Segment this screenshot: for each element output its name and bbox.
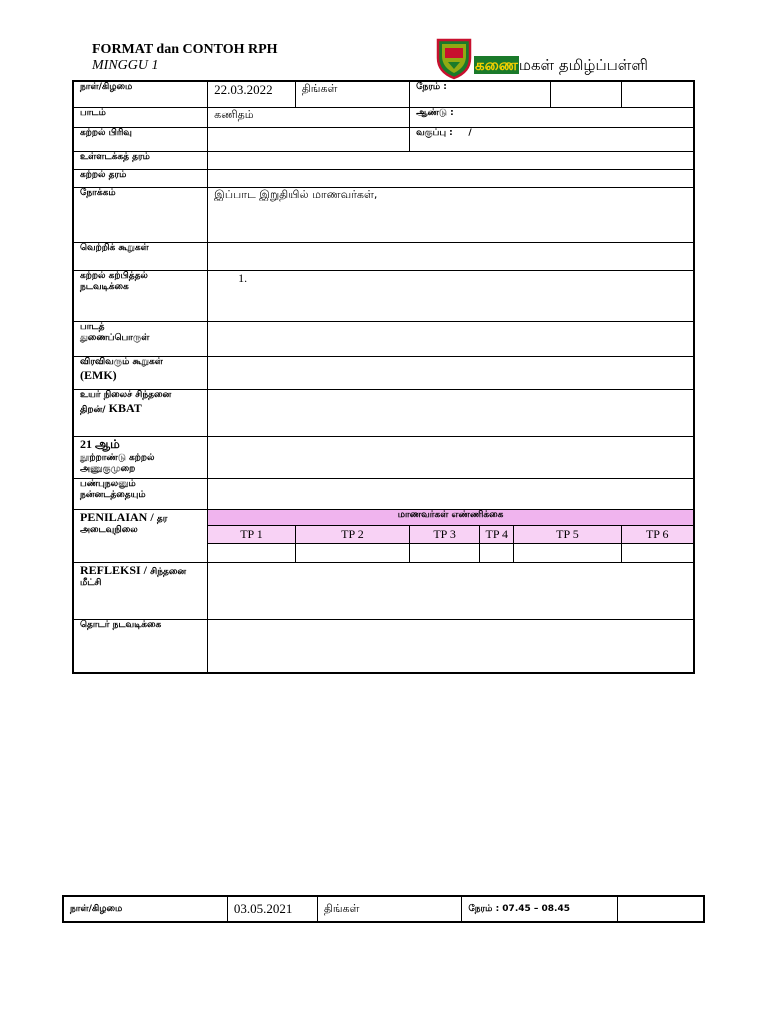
day-value: திங்கள் (295, 81, 409, 107)
activities-value: 1. (208, 270, 694, 321)
row-content-standard (73, 151, 694, 169)
21st-century-value (208, 436, 694, 478)
row-success-criteria (73, 242, 694, 270)
row-date (73, 81, 694, 107)
student-count-header: மாணவர்கள் எண்ணிக்கை (208, 509, 694, 525)
footer-date-table (62, 895, 705, 923)
school-name-highlight: கணை (475, 56, 518, 74)
label-21c-line1: 21 ஆம் (80, 436, 120, 451)
row-follow-up (73, 619, 694, 673)
kbat-value (208, 389, 694, 436)
success-criteria-value (208, 242, 694, 270)
week-label: MINGGU 1 (92, 58, 159, 73)
row-kbat (73, 389, 694, 436)
label-year: ஆண்டு : (410, 107, 694, 127)
label-assessment-en: PENILAIAN / (80, 509, 154, 524)
reflection-value (208, 562, 694, 619)
row-objective (73, 187, 694, 242)
label-21c-line3: அணுகுமுறை (80, 463, 136, 474)
document-title: FORMAT dan CONTOH RPH (92, 42, 278, 57)
lesson-plan-table (72, 80, 695, 674)
row-assessment-header (73, 509, 694, 525)
row-emk (73, 356, 694, 389)
class-value: / (468, 127, 472, 138)
label-kbat (73, 389, 208, 436)
footer-extra-cell (617, 896, 704, 922)
label-reflection (73, 562, 208, 619)
subject-value: கணிதம் (208, 107, 410, 127)
footer-label-date-day: நாள்/கிழமை (63, 896, 227, 922)
label-time: நேரம் (416, 82, 441, 92)
label-objective: நோக்கம் (73, 187, 208, 242)
label-learning-field: கற்றல் பிரிவு (73, 127, 208, 151)
label-kbat-line2: திறன்/ (80, 404, 106, 415)
row-21st-century (73, 436, 694, 478)
row-subject (73, 107, 694, 127)
values-value (208, 478, 694, 509)
follow-up-value (208, 619, 694, 673)
learning-standard-value (208, 169, 694, 187)
label-assessment-ta1: தர (156, 513, 168, 524)
time-cell (410, 81, 551, 107)
label-21c-line2: நூற்றாண்டு கற்றல் (80, 452, 155, 463)
tp-count-1 (208, 543, 296, 562)
date-value: 22.03.2022 (208, 81, 296, 107)
label-subject: பாடம் (73, 107, 208, 127)
row-learning-standard (73, 169, 694, 187)
label-assessment (73, 509, 208, 562)
tp-level-3: TP 3 (410, 525, 480, 543)
footer-row (63, 896, 704, 922)
objective-value: இப்பாட இறுதியில் மாணவர்கள், (208, 187, 694, 242)
label-success-criteria: வெற்றிக் கூறுகள் (73, 242, 208, 270)
label-activities-line2: நடவடிக்கை (80, 281, 129, 292)
label-reflection-ta1: சிந்தனை (150, 566, 187, 577)
footer-day-value: திங்கள் (317, 896, 462, 922)
tp-count-6 (621, 543, 694, 562)
label-emk-line1: விரவிவரும் கூறுகள் (80, 356, 163, 367)
label-values (73, 478, 208, 509)
label-emk (73, 356, 208, 389)
tp-count-5 (514, 543, 621, 562)
tp-level-1: TP 1 (208, 525, 296, 543)
label-materials-line2: துணைப்பொருள் (80, 332, 150, 343)
time-value-cell (551, 81, 621, 107)
label-assessment-ta2: அடைவுநிலை (80, 524, 138, 535)
tp-level-4: TP 4 (480, 525, 514, 543)
label-kbat-line1: உயர் நிலைச் சிந்தனை (80, 389, 172, 400)
row-reflection (73, 562, 694, 619)
tp-level-2: TP 2 (295, 525, 409, 543)
materials-value (208, 321, 694, 356)
label-materials-line1: பாடத் (80, 321, 105, 332)
school-name-text: மகள் தமிழ்ப்பள்ளி (518, 56, 648, 74)
class-cell (410, 127, 694, 151)
label-reflection-en: REFLEKSI / (80, 562, 148, 577)
row-values (73, 478, 694, 509)
tp-level-6: TP 6 (621, 525, 694, 543)
emk-value (208, 356, 694, 389)
tp-count-2 (295, 543, 409, 562)
row-learning-field (73, 127, 694, 151)
label-materials (73, 321, 208, 356)
learning-field-value (208, 127, 410, 151)
content-standard-value (208, 151, 694, 169)
label-follow-up: தொடர் நடவடிக்கை (73, 619, 208, 673)
footer-label-time: நேரம் (468, 903, 493, 914)
label-content-standard: உள்ளடக்கத் தரம் (73, 151, 208, 169)
tp-count-4 (480, 543, 514, 562)
label-date-day: நாள்/கிழமை (73, 81, 208, 107)
label-values-line2: நன்னடத்தையும் (80, 489, 146, 500)
label-class: வகுப்பு : (416, 127, 453, 138)
row-materials (73, 321, 694, 356)
footer-time-value: : 07.45 – 08.45 (495, 903, 570, 914)
label-values-line1: பண்புநலனும் (80, 478, 136, 489)
label-activities-line1: கற்றல் கற்பித்தல் (80, 270, 148, 281)
label-learning-standard: கற்றல் தரம் (73, 169, 208, 187)
label-reflection-ta2: மீட்சி (80, 577, 102, 588)
label-21st-century (73, 436, 208, 478)
tp-level-5: TP 5 (514, 525, 621, 543)
school-name (474, 56, 648, 76)
label-kbat-abbr: KBAT (108, 400, 142, 415)
time-value: : (443, 82, 447, 92)
tp-count-3 (410, 543, 480, 562)
extra-cell (621, 81, 694, 107)
school-logo (432, 36, 476, 80)
label-activities (73, 270, 208, 321)
row-activities (73, 270, 694, 321)
footer-date-value: 03.05.2021 (227, 896, 317, 922)
label-emk-line2: (EMK) (80, 367, 117, 382)
footer-time-cell (462, 896, 617, 922)
